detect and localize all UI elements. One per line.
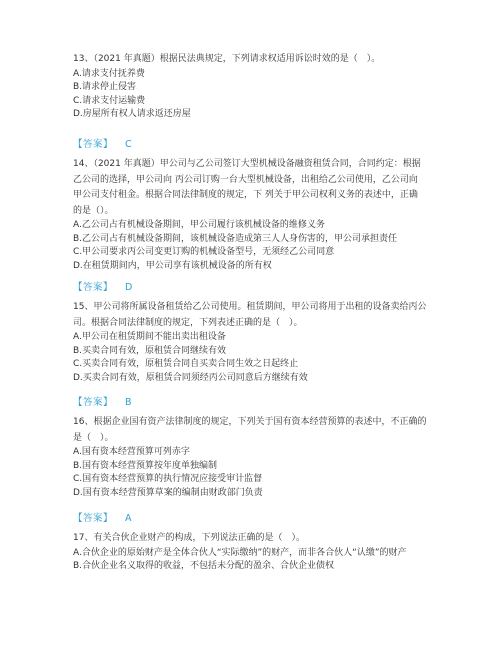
option-d: D.房屋所有权人请求返还房屋 bbox=[73, 109, 191, 119]
option-b: B.国有资本经营预算按年度单独编制 bbox=[73, 460, 218, 471]
question-stem-line: 司。根据合同法律制度的规定，下列表述正确的是（ ）。 bbox=[73, 317, 303, 328]
option-b: B.买卖合同有效，原租赁合同继续有效 bbox=[73, 345, 227, 356]
option-a: A.国有资本经营预算可列赤字 bbox=[73, 447, 190, 457]
option-b: B.合伙企业名义取得的收益，不包括未分配的盈余、合伙企业债权 bbox=[73, 561, 335, 571]
option-b: B.请求停止侵害 bbox=[73, 82, 137, 92]
answer-16 bbox=[73, 510, 132, 524]
question-17 bbox=[73, 531, 443, 574]
answer-label: 【答案】 bbox=[73, 139, 114, 150]
question-stem-line: 15、甲公司将所属设备租赁给乙公司使用。租赁期间，甲公司将用于出租的设备卖给丙公 bbox=[73, 302, 427, 312]
question-15 bbox=[73, 300, 443, 385]
option-c: C.请求支付运输费 bbox=[73, 95, 146, 106]
option-a: A.合伙企业的原始财产是全体合伙人“实际缴纳”的财产，而非各合伙人“认缴”的财产 bbox=[73, 547, 407, 558]
answer-value: A bbox=[125, 513, 132, 524]
option-a: A.甲公司在租赁期间不能出卖出租设备 bbox=[73, 332, 226, 342]
answer-label: 【答案】 bbox=[73, 282, 114, 293]
question-stem-line: 14、（2021 年真题）甲公司与乙公司签订大型机械设备融资租赁合同，合同约定：根据 bbox=[73, 159, 421, 169]
option-d: D.买卖合同有效，原租赁合同须经丙公司同意后方继续有效 bbox=[73, 372, 308, 383]
answer-14 bbox=[73, 279, 132, 293]
answer-label: 【答案】 bbox=[73, 513, 114, 524]
answer-15 bbox=[73, 394, 132, 408]
option-c: C.国有资本经营预算的执行情况应接受审计监督 bbox=[73, 474, 263, 484]
option-a: A.请求支付抚养费 bbox=[73, 68, 145, 79]
answer-label: 【答案】 bbox=[73, 397, 114, 408]
question-stem-line: 乙公司的选择，甲公司向 丙公司订购一台大型机械设备，出租给乙公司使用，乙公司向 bbox=[73, 174, 418, 185]
answer-13 bbox=[73, 136, 132, 150]
answer-value: D bbox=[125, 282, 133, 293]
question-13 bbox=[73, 52, 443, 122]
option-d: D.国有资本经营预算草案的编制由财政部门负责 bbox=[73, 487, 263, 498]
option-d: D.在租赁期间内，甲公司享有该机械设备的所有权 bbox=[73, 260, 272, 271]
question-stem: 17、有关合伙企业财产的构成，下列说法正确的是（ ）。 bbox=[73, 533, 305, 543]
question-stem-line: 16、根据企业国有资产法律制度的规定，下列关于国有资本经营预算的表述中，不正确的 bbox=[73, 417, 427, 427]
option-c: C.买卖合同有效，原租赁合同自买卖合同生效之日起终止 bbox=[73, 359, 299, 369]
answer-value: B bbox=[125, 397, 132, 408]
question-14 bbox=[73, 157, 443, 273]
question-stem-line: 是（ ）。 bbox=[73, 432, 114, 443]
question-stem: 13、（2021 年真题）根据民法典规定，下列请求权适用诉讼时效的是（ ）。 bbox=[73, 54, 381, 64]
question-16 bbox=[73, 415, 443, 500]
option-a: A.乙公司占有机械设备期间，甲公司履行该机械设备的维修义务 bbox=[73, 220, 325, 230]
answer-value: C bbox=[125, 139, 132, 150]
option-c: C.甲公司要求丙公司变更订购的机械设备型号，无须经乙公司同意 bbox=[73, 247, 335, 257]
question-stem-line: 的是（）。 bbox=[73, 205, 114, 216]
option-b: B.乙公司占有机械设备期间，该机械设备造成第三人人身伤害的，甲公司承担责任 bbox=[73, 233, 398, 244]
question-stem-line: 甲公司支付租金。根据合同法律制度的规定，下 列关于甲公司权利义务的表述中，正确 bbox=[73, 190, 418, 200]
